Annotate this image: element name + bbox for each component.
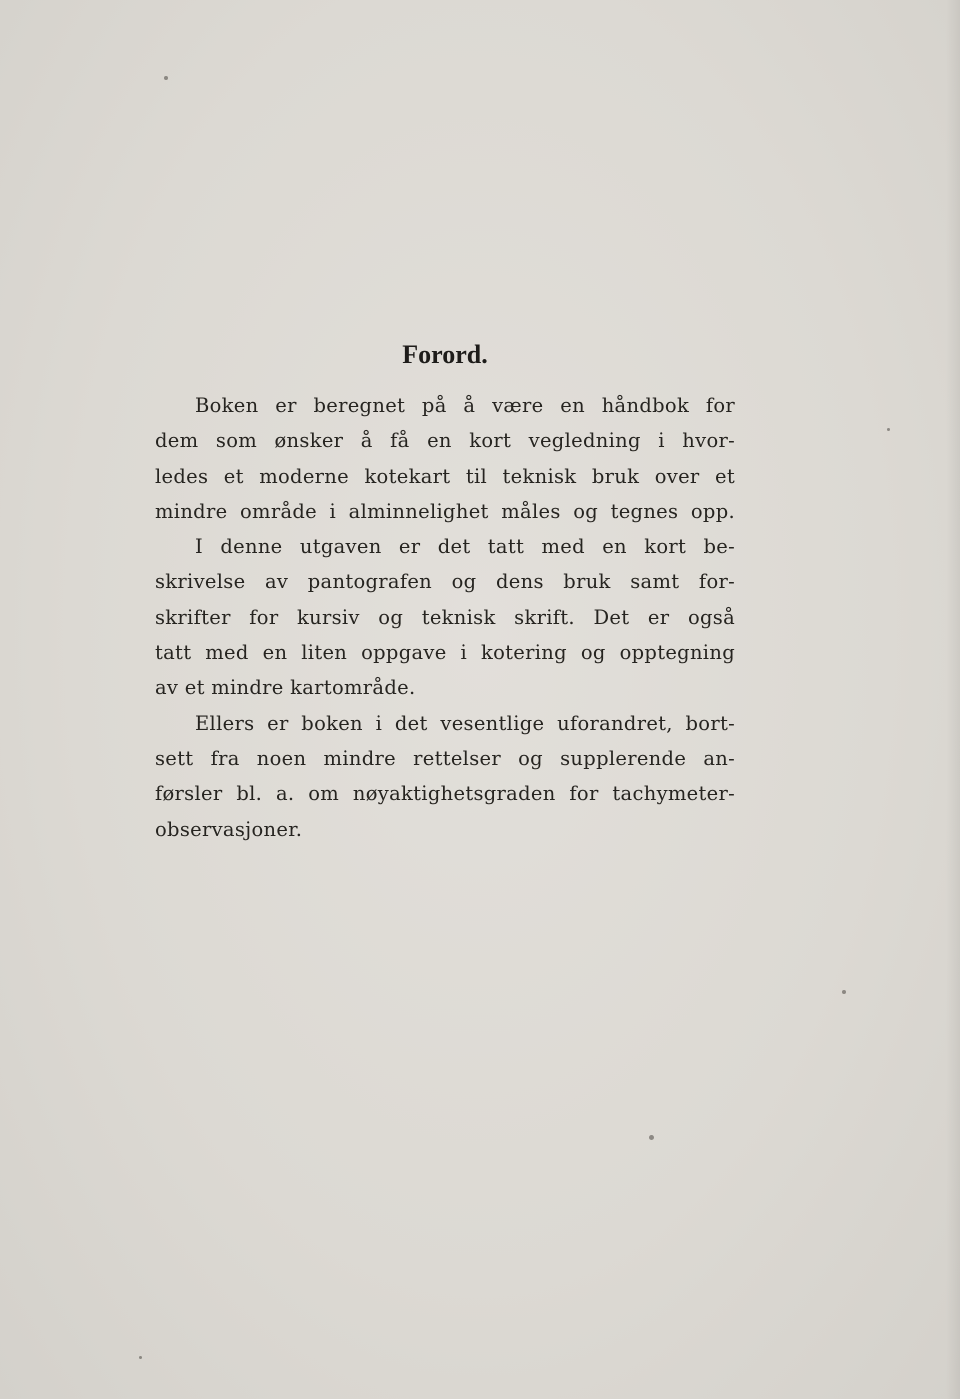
preface-line: ledes et moderne kotekart til teknisk bruk over et (155, 464, 735, 488)
paper-speck (842, 990, 846, 994)
preface-line: sett fra noen mindre rettelser og supplerende an- (155, 746, 735, 770)
preface-line: av et mindre kartområde. (155, 676, 416, 700)
paper-speck (649, 1135, 654, 1140)
paper-speck (887, 428, 890, 431)
paper-speck (139, 1356, 142, 1359)
preface-line: tatt med en liten oppgave i kotering og opptegning (155, 641, 735, 665)
preface-line: skrivelse av pantografen og dens bruk samt for- (155, 570, 735, 594)
preface-line: skrifter for kursiv og teknisk skrift. Det er også (155, 605, 735, 629)
preface-line: førsler bl. a. om nøyaktighetsgraden for tachymeter- (155, 782, 735, 806)
preface-line: Boken er beregnet på å være en håndbok for (195, 394, 735, 417)
preface-line: Ellers er boken i det vesentlige uforandret, bort- (195, 711, 735, 735)
preface-line: I denne utgaven er det tatt med en kort be- (195, 535, 735, 559)
preface-line: mindre område i alminnelighet måles og tegnes opp. (155, 499, 735, 523)
page-title: Forord. (402, 340, 488, 369)
paper-speck (164, 76, 168, 80)
page-edge-shadow (946, 0, 960, 1399)
preface-line: observasjoner. (155, 817, 303, 841)
preface-line: dem som ønsker å få en kort vegledning i hvor- (155, 429, 735, 453)
preface-body (155, 388, 735, 847)
